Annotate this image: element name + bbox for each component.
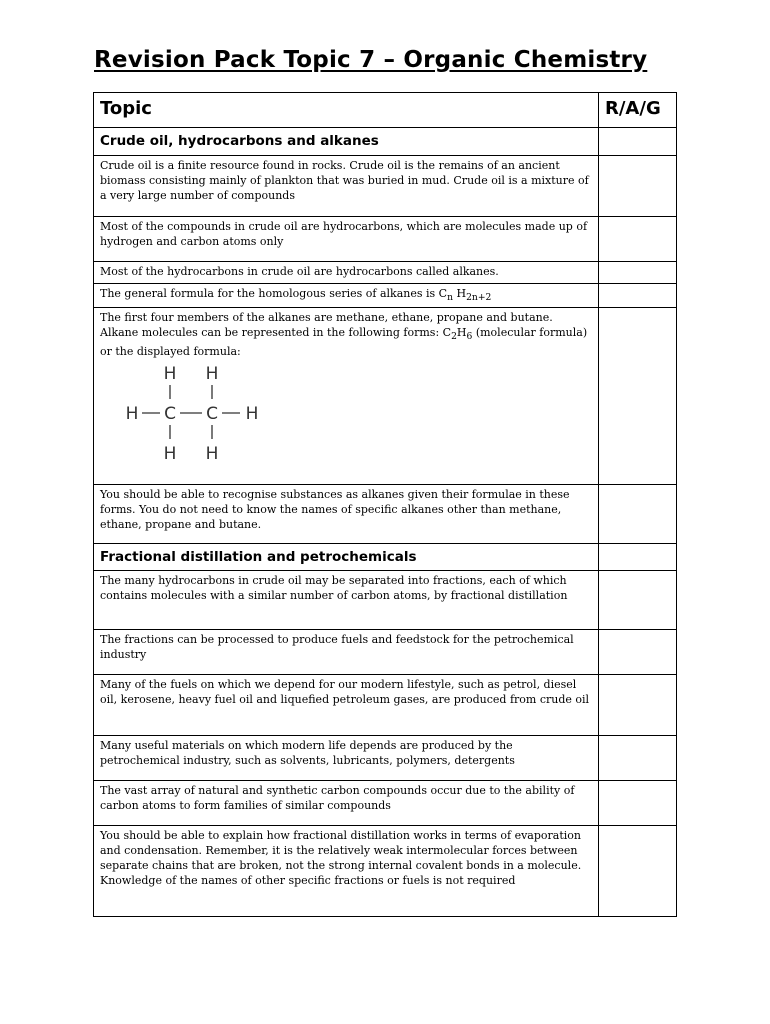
- table-row: [94, 825, 676, 916]
- section-heading: Fractional distillation and petrochemicals: [94, 544, 599, 570]
- atom-hydrogen: H: [245, 404, 259, 425]
- rag-cell[interactable]: [599, 826, 676, 916]
- topic-text: Crude oil is a finite resource found in rocks. Crude oil is the remains of an ancient biomass consisting mainly of plankton that was buried in mud. Crude oil is a mixture of a very large number of compounds: [94, 156, 599, 216]
- formula-subscript: 2n+2: [466, 292, 492, 304]
- section-heading-row: [94, 127, 676, 155]
- table-row: [94, 307, 676, 484]
- topic-text: You should be able to explain how fractional distillation works in terms of evaporation and condensation. Remember, it is the relatively weak intermolecular forces between separate chains that are broken, not the strong internal covalent bonds in a molecule. Knowledge of the names of other specific fractions or fuels is not required: [94, 826, 599, 916]
- topic-text: The many hydrocarbons in crude oil may be separated into fractions, each of which contains molecules with a similar number of carbon atoms, by fractional distillation: [94, 571, 599, 629]
- table-row: [94, 735, 676, 780]
- rag-cell[interactable]: [599, 736, 676, 780]
- rag-cell[interactable]: [599, 156, 676, 216]
- formula-hydrogen: H: [453, 287, 467, 300]
- topic-text: The fractions can be processed to produce fuels and feedstock for the petrochemical industry: [94, 630, 599, 674]
- atom-hydrogen: H: [125, 404, 139, 425]
- formula-subscript: n: [447, 292, 453, 304]
- topic-text: Most of the compounds in crude oil are hydrocarbons, which are molecules made up of hydrogen and carbon atoms only: [94, 217, 599, 261]
- rag-column-header: R/A/G: [605, 98, 661, 119]
- topic-text: Many of the fuels on which we depend for our modern lifestyle, such as petrol, diesel oil, kerosene, heavy fuel oil and liquefied petroleum gases, are produced from crude oil: [94, 675, 599, 735]
- table-row: [94, 261, 676, 283]
- table-row: [94, 484, 676, 543]
- atom-carbon: C: [206, 404, 218, 425]
- ethane-displayed-formula: [125, 363, 278, 465]
- rag-cell[interactable]: [599, 544, 676, 570]
- rag-cell[interactable]: [599, 128, 676, 155]
- table-row: [94, 283, 676, 307]
- rag-cell[interactable]: [599, 262, 676, 283]
- alkane-members-text: The first four members of the alkanes are methane, ethane, propane and butane.: [100, 311, 553, 324]
- table-row: [94, 570, 676, 629]
- atom-carbon: C: [164, 404, 176, 425]
- rag-cell[interactable]: [599, 485, 676, 543]
- table-row: [94, 629, 676, 674]
- table-row: [94, 780, 676, 825]
- revision-table: [93, 92, 677, 917]
- table-header-row: [94, 93, 676, 127]
- section-heading-row: [94, 543, 676, 570]
- topic-text: [94, 284, 599, 307]
- atom-hydrogen: H: [163, 364, 177, 385]
- topic-text: You should be able to recognise substances as alkanes given their formulae in these forms. You do not need to know the names of specific alkanes other than methane, ethane, propane and butane.: [94, 485, 599, 543]
- atom-hydrogen: H: [163, 444, 177, 465]
- topic-text: Many useful materials on which modern life depends are produced by the petrochemical industry, such as solvents, lubricants, polymers, detergents: [94, 736, 599, 780]
- atom-hydrogen: H: [205, 364, 219, 385]
- table-row: [94, 674, 676, 735]
- rag-cell[interactable]: [599, 571, 676, 629]
- rag-cell[interactable]: [599, 217, 676, 261]
- topic-text: [94, 308, 599, 484]
- topic-text: The vast array of natural and synthetic carbon compounds occur due to the ability of carbon atoms to form families of similar compounds: [94, 781, 599, 825]
- alkane-forms-text: Alkane molecules can be represented in the following forms: $C_2H_6$ (molecular formula) or the displayed formula:: [100, 326, 588, 359]
- rag-cell[interactable]: [599, 308, 676, 484]
- rag-cell[interactable]: [599, 675, 676, 735]
- section-heading: Crude oil, hydrocarbons and alkanes: [94, 128, 599, 155]
- rag-cell[interactable]: [599, 781, 676, 825]
- page-title: Revision Pack Topic 7 – Organic Chemistry: [94, 47, 648, 73]
- topic-text: Most of the hydrocarbons in crude oil are hydrocarbons called alkanes.: [94, 262, 599, 283]
- general-formula-text: The general formula for the homologous series of alkanes is C: [100, 287, 448, 300]
- table-row: [94, 155, 676, 216]
- atom-hydrogen: H: [205, 444, 219, 465]
- rag-cell[interactable]: [599, 630, 676, 674]
- topic-column-header: Topic: [94, 93, 599, 127]
- rag-cell[interactable]: [599, 284, 676, 307]
- table-row: [94, 216, 676, 261]
